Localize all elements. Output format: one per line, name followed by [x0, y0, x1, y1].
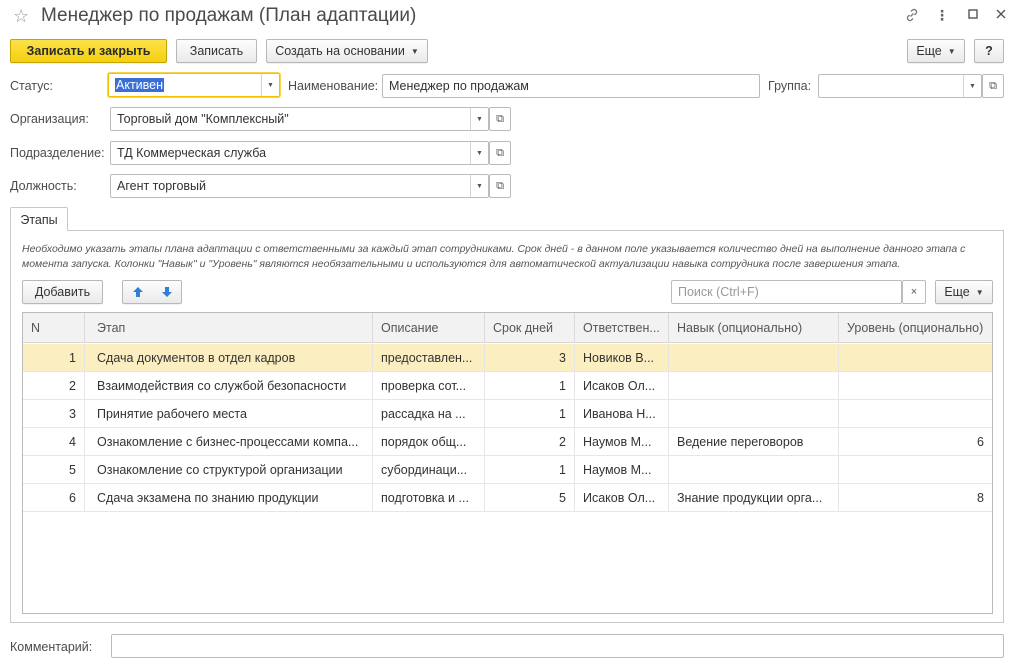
cell-responsible: Наумов М... [575, 428, 669, 456]
create-based-on-button[interactable] [266, 39, 428, 63]
clear-search-icon[interactable]: × [902, 280, 926, 304]
tab-stages[interactable]: Этапы [10, 207, 68, 231]
grid-more-button[interactable] [935, 280, 993, 304]
column-skill[interactable]: Навык (опционально) [669, 313, 839, 343]
cell-stage: Ознакомление со структурой организации [85, 456, 373, 484]
caret-down-icon: ▼ [975, 287, 984, 297]
save-button[interactable]: Записать [176, 39, 257, 63]
dropdown-arrow-icon[interactable]: ▼ [261, 73, 279, 97]
cell-n: 4 [23, 428, 85, 456]
position-label: Должность: [10, 179, 77, 193]
cell-skill: Знание продукции орга... [669, 484, 839, 512]
stages-hint: Необходимо указать этапы плана адаптации с ответственными за каждый этап сотрудниками. Срок дней - в данном поле указывается количество дней на выполнение данного этапа с момента запуска. Колонки "Навык" и "Уровень" являются необязательными и используются для автоматической актуализации навыка сотрудника после завершения этапа. [22, 243, 966, 270]
cell-description: предоставлен... [373, 344, 485, 372]
favorite-star-icon[interactable]: ☆ [13, 6, 30, 26]
column-stage[interactable]: Этап [85, 313, 373, 343]
group-field[interactable] [818, 74, 982, 98]
position-field[interactable] [110, 174, 489, 198]
cell-description: рассадка на ... [373, 400, 485, 428]
more-button[interactable] [907, 39, 965, 63]
caret-down-icon: ▼ [410, 46, 419, 56]
status-label: Статус: [10, 79, 53, 93]
cell-days: 2 [485, 428, 575, 456]
cell-responsible: Исаков Ол... [575, 484, 669, 512]
open-icon[interactable]: ⧉ [489, 141, 511, 165]
dropdown-arrow-icon[interactable]: ▼ [470, 141, 488, 165]
cell-skill [669, 344, 839, 372]
position-value: Агент торговый [117, 179, 207, 193]
cell-stage: Взаимодействия со службой безопасности [85, 372, 373, 400]
status-field[interactable] [108, 73, 280, 97]
cell-n: 6 [23, 484, 85, 512]
comment-input[interactable] [111, 634, 1004, 658]
cell-stage: Сдача экзамена по знанию продукции [85, 484, 373, 512]
cell-skill [669, 372, 839, 400]
move-buttons-group [122, 280, 182, 304]
group-label: Группа: [768, 79, 812, 93]
cell-level [839, 372, 992, 400]
name-field[interactable]: Менеджер по продажам [382, 74, 760, 98]
cell-n: 2 [23, 372, 85, 400]
table-row[interactable] [23, 372, 992, 400]
more-vert-icon[interactable]: ⋮ [935, 7, 949, 23]
cell-stage: Сдача документов в отдел кадров [85, 344, 373, 372]
cell-n: 3 [23, 400, 85, 428]
search-input[interactable]: Поиск (Ctrl+F) [671, 280, 902, 304]
department-field[interactable] [110, 141, 489, 165]
cell-n: 5 [23, 456, 85, 484]
cell-skill [669, 456, 839, 484]
cell-description: порядок общ... [373, 428, 485, 456]
organization-label: Организация: [10, 112, 89, 126]
cell-n: 1 [23, 344, 85, 372]
cell-responsible: Исаков Ол... [575, 372, 669, 400]
more-label: Еще [916, 44, 942, 58]
open-icon[interactable]: ⧉ [489, 174, 511, 198]
department-label: Подразделение: [10, 146, 105, 160]
cell-level [839, 456, 992, 484]
column-days[interactable]: Срок дней [485, 313, 575, 343]
cell-level: 8 [977, 491, 984, 505]
cell-days: 5 [485, 484, 575, 512]
add-button[interactable]: Добавить [22, 280, 103, 304]
column-description[interactable]: Описание [373, 313, 485, 343]
status-value: Активен [116, 78, 164, 92]
cell-days: 1 [485, 372, 575, 400]
create-based-on-label: Создать на основании [275, 44, 405, 58]
caret-down-icon: ▼ [947, 46, 956, 56]
cell-skill [669, 400, 839, 428]
cell-skill: Ведение переговоров [669, 428, 839, 456]
stages-table[interactable] [22, 312, 993, 614]
help-button[interactable]: ? [974, 39, 1004, 63]
cell-stage: Ознакомление с бизнес-процессами компа... [85, 428, 373, 456]
cell-days: 3 [485, 344, 575, 372]
window-title: Менеджер по продажам (План адаптации) [41, 5, 417, 26]
cell-stage: Принятие рабочего места [85, 400, 373, 428]
save-and-close-button[interactable]: Записать и закрыть [10, 39, 167, 63]
column-n[interactable]: N [23, 313, 85, 343]
table-row[interactable] [23, 400, 992, 428]
cell-responsible: Иванова Н... [575, 400, 669, 428]
comment-label: Комментарий: [10, 640, 93, 654]
cell-responsible: Наумов М... [575, 456, 669, 484]
maximize-icon[interactable] [965, 7, 981, 23]
grid-more-label: Еще [944, 285, 970, 299]
table-row[interactable] [23, 484, 992, 512]
dropdown-arrow-icon[interactable]: ▼ [963, 74, 981, 98]
table-header [23, 313, 992, 343]
organization-value: Торговый дом "Комплексный" [117, 112, 289, 126]
cell-level [839, 400, 992, 428]
table-row[interactable] [23, 344, 992, 372]
column-responsible[interactable]: Ответствен... [575, 313, 669, 343]
department-value: ТД Коммерческая служба [117, 146, 267, 160]
table-row[interactable] [23, 428, 992, 456]
cell-level: 6 [977, 435, 984, 449]
cell-description: подготовка и ... [373, 484, 485, 512]
link-icon[interactable] [904, 7, 920, 23]
name-label: Наименование: [288, 79, 379, 93]
move-down-icon[interactable] [153, 281, 181, 303]
cell-days: 1 [485, 456, 575, 484]
organization-field[interactable] [110, 107, 489, 131]
cell-responsible: Новиков В... [575, 344, 669, 372]
dropdown-arrow-icon[interactable]: ▼ [470, 174, 488, 198]
cell-description: субординаци... [373, 456, 485, 484]
cell-level [839, 344, 992, 372]
open-icon[interactable]: ⧉ [982, 74, 1004, 98]
cell-days: 1 [485, 400, 575, 428]
table-row[interactable] [23, 456, 992, 484]
dropdown-arrow-icon[interactable]: ▼ [470, 107, 488, 131]
cell-description: проверка сот... [373, 372, 485, 400]
column-level[interactable]: Уровень (опционально) [847, 321, 984, 335]
move-up-icon[interactable] [124, 281, 152, 303]
open-icon[interactable]: ⧉ [489, 107, 511, 131]
close-icon[interactable] [993, 7, 1009, 23]
